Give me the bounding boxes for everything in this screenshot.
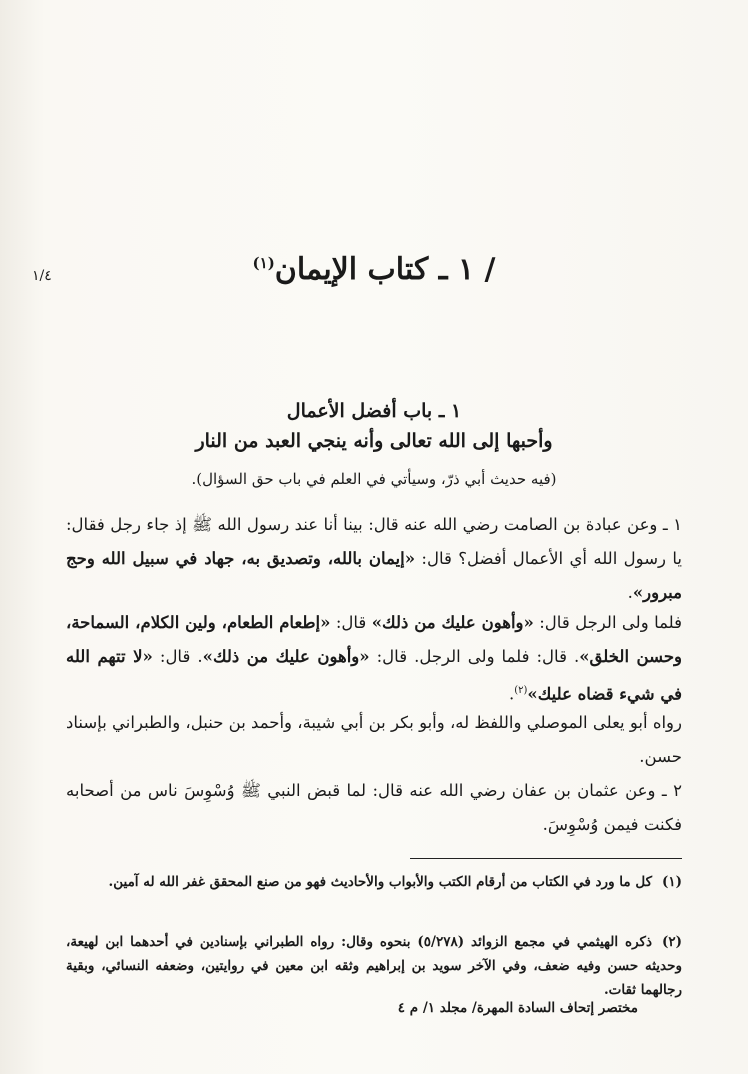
chapter-heading [0,396,748,456]
footnote-marker-2: (٢) [514,685,528,696]
hadith-1-source: رواه أبو يعلى الموصلي واللفظ له، وأبو بكر بن أبي شيبة، وأحمد بن حنبل، والطبراني بإسناد حسن. [66,713,682,766]
footnote-divider [410,858,682,859]
hadith-1-cont-i: . [508,684,515,704]
page-footer: مختصر إتحاف السادة المهرة/ مجلد ١/ م ٤ [397,1000,638,1016]
hadith-1-cont-b: «وأهون عليك من ذلك» [371,613,534,632]
hadith-1-paragraph [66,508,682,610]
hadith-2-paragraph: ٢ ـ وعن عثمان بن عفان رضي الله عنه قال: لما قبض النبي ﷺ وُسْوِسَ ناس من أصحابه فكنت فيمن وُسْوِسَ. [66,781,682,834]
footnote-2-number: (٢) [661,934,682,950]
hadith-1-narration: ١ ـ وعن عبادة بن الصامت رضي الله عنه قال: بينا أنا عند رسول الله ﷺ إذ جاء رجل فقال: يا رسول الله أي الأعمال أفضل؟ قال: [66,515,682,568]
hadith-1-cont-f: «وأهون عليك من ذلك» [202,647,370,666]
footnote-2-text: ذكره الهيثمي في مجمع الزوائد (٥/٢٧٨) بنحوه وقال: رواه الطبراني بإسنادين في أحدهما ابن لهيعة، وحديثه حسن وفيه ضعف، وفي الآخر سويد بن إبراهيم وثقه ابن معين في روايتين، وضعفه النسائي، وبقية رجالهما ثقات. [66,934,682,998]
chapter-title-line1: ١ ـ باب أفضل الأعمال [286,400,462,422]
bleed-through-text [60,88,688,119]
hadith-1-cont-c: قال: [330,613,372,632]
hadith-1-cont-d: «إطعام الطعام، ولين الكلام، السماحة، وحسن الخلق» [66,613,683,666]
hadith-1-cont-e: . قال: فلما ولى الرجل. قال: [369,647,580,666]
footnote-1-number: (١) [661,874,682,890]
hadith-1-cont-g: . قال: [152,647,203,666]
chapter-note: (فيه حديث أبي ذرّ، وسيأتي في العلم في باب حق السؤال). [191,470,557,488]
hadith-1-continuation [66,606,682,712]
hadith-1-end: . [627,583,633,602]
hadith-1-cont-h: «لا تتهم الله في شيء قضاه عليك» [66,647,682,704]
book-title-text: / ١ ـ كتاب الإيمان [274,252,496,287]
chapter-title-line2: وأحبها إلى الله تعالى وأنه ينجي العبد من النار [195,430,553,452]
margin-reference: ١/٤ [32,268,52,284]
footnote-1-text: كل ما ورد في الكتاب من أرقام الكتب والأبواب والأحاديث فهو من صنع المحقق غفر الله له آمين. [108,874,652,890]
hadith-1-cont-a: فلما ولى الرجل قال: [533,613,683,632]
hadith-1-answer: «إيمان بالله، وتصديق به، جهاد في سبيل الله وحج مبرور» [66,549,682,602]
footnote-1 [66,870,682,894]
book-title [0,252,748,287]
footnote-2 [66,930,682,1002]
book-title-footnote-marker: (١) [252,254,275,272]
